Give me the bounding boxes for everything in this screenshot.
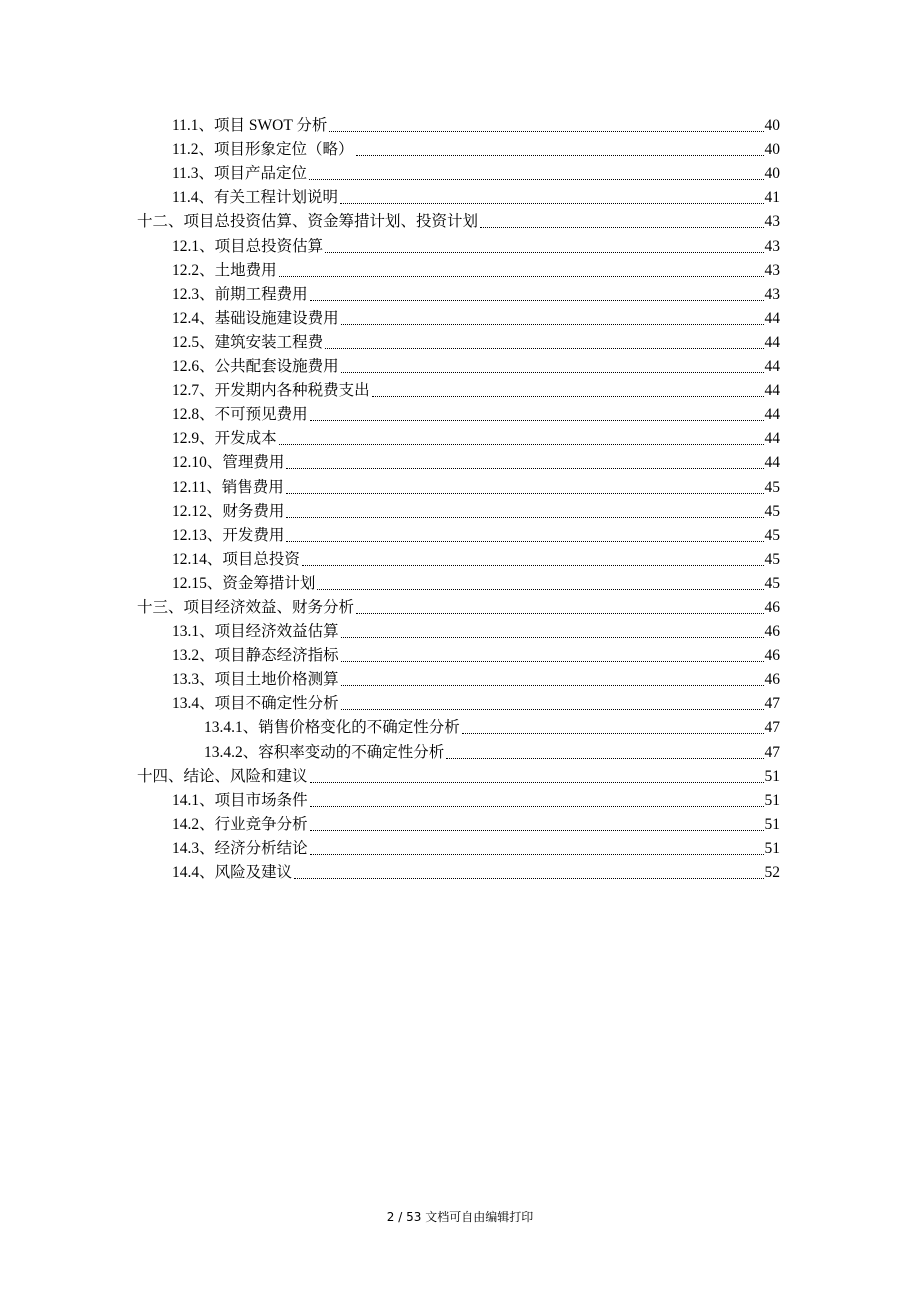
toc-entry-title: 13.4、项目不确定性分析 (172, 695, 339, 713)
toc-entry[interactable] (172, 642, 780, 666)
toc-entry-title: 12.10、管理费用 (172, 454, 285, 472)
toc-entry-page-number: 44 (764, 358, 780, 376)
toc-entry-page-number: 43 (764, 261, 780, 279)
toc-dot-leader (341, 324, 764, 325)
toc-dot-leader (286, 541, 763, 542)
toc-dot-leader (356, 155, 764, 156)
toc-entry[interactable] (172, 690, 780, 714)
toc-entry-title: 13.2、项目静态经济指标 (172, 647, 339, 665)
toc-entry-title: 14.4、风险及建议 (172, 864, 293, 881)
toc-entry[interactable] (172, 353, 780, 377)
toc-entry-title: 12.15、资金筹措计划 (172, 574, 316, 592)
toc-entry-title: 14.3、经济分析结论 (172, 839, 308, 857)
toc-entry-page-number: 51 (764, 839, 780, 857)
toc-entry-page-number: 40 (764, 141, 780, 159)
toc-entry[interactable] (172, 425, 780, 449)
toc-entry-title: 12.4、基础设施建设费用 (172, 309, 339, 327)
toc-dot-leader (279, 444, 764, 445)
toc-dot-leader (341, 637, 764, 638)
toc-entry[interactable] (172, 570, 780, 594)
toc-entry[interactable] (172, 666, 780, 690)
toc-dot-leader (310, 806, 764, 807)
toc-dot-leader (310, 782, 764, 783)
toc-entry-title: 14.2、行业竞争分析 (172, 815, 308, 833)
toc-entry[interactable] (172, 522, 780, 546)
toc-entry[interactable] (172, 232, 780, 256)
toc-entry-title: 11.3、项目产品定位 (172, 165, 308, 183)
toc-dot-leader (310, 300, 764, 301)
toc-entry-title: 12.5、建筑安装工程费 (172, 333, 324, 351)
toc-dot-leader (341, 685, 764, 686)
toc-entry-title: 12.13、开发费用 (172, 526, 285, 544)
toc-entry[interactable] (172, 112, 780, 136)
toc-entry-page-number: 52 (764, 864, 780, 881)
toc-entry-page-number: 46 (764, 647, 780, 665)
toc-dot-leader (302, 565, 764, 566)
toc-entry-title: 12.6、公共配套设施费用 (172, 358, 339, 376)
toc-entry-page-number: 40 (764, 165, 780, 183)
toc-entry-title: 十二、项目总投资估算、资金筹措计划、投资计划 (137, 213, 479, 231)
toc-entry-page-number: 45 (764, 574, 780, 592)
toc-dot-leader (341, 661, 764, 662)
toc-entry-page-number: 47 (764, 719, 780, 737)
toc-dot-leader (325, 252, 763, 253)
toc-dot-leader (309, 179, 763, 180)
toc-entry-title: 12.8、不可预见费用 (172, 406, 308, 424)
toc-entry-page-number: 44 (764, 406, 780, 424)
toc-entry-page-number: 44 (764, 454, 780, 472)
toc-entry-title: 14.1、项目市场条件 (172, 791, 308, 809)
toc-dot-leader (317, 589, 763, 590)
toc-entry-title: 12.1、项目总投资估算 (172, 237, 324, 255)
toc-entry[interactable] (137, 594, 780, 618)
toc-entry-title: 11.4、有关工程计划说明 (172, 189, 339, 207)
toc-entry-page-number: 51 (764, 791, 780, 809)
toc-entry[interactable] (172, 305, 780, 329)
toc-entry-title: 13.4.2、容积率变动的不确定性分析 (204, 743, 445, 761)
toc-entry-page-number: 44 (764, 382, 780, 400)
toc-dot-leader (462, 733, 764, 734)
toc-entry[interactable] (172, 449, 780, 473)
toc-dot-leader (325, 348, 763, 349)
toc-entry[interactable] (172, 184, 780, 208)
toc-entry[interactable] (172, 136, 780, 160)
toc-entry-title: 12.11、销售费用 (172, 478, 284, 496)
toc-dot-leader (286, 468, 763, 469)
toc-entry[interactable] (172, 546, 780, 570)
toc-entry-page-number: 51 (764, 815, 780, 833)
toc-dot-leader (310, 830, 764, 831)
toc-dot-leader (372, 396, 764, 397)
toc-entry[interactable] (204, 714, 780, 738)
toc-entry-page-number: 40 (764, 117, 780, 135)
toc-entry[interactable] (172, 377, 780, 401)
toc-entry-page-number: 43 (764, 285, 780, 303)
toc-entry-page-number: 51 (764, 767, 780, 785)
toc-entry-title: 11.2、项目形象定位（略） (172, 141, 354, 159)
toc-entry-page-number: 46 (764, 671, 780, 689)
toc-entry-title: 13.3、项目土地价格测算 (172, 671, 339, 689)
toc-entry[interactable] (172, 329, 780, 353)
toc-entry-title: 13.4.1、销售价格变化的不确定性分析 (204, 719, 460, 737)
toc-entry-title: 13.1、项目经济效益估算 (172, 623, 339, 641)
toc-dot-leader (279, 276, 764, 277)
toc-dot-leader (286, 493, 764, 494)
toc-dot-leader (356, 613, 763, 614)
toc-dot-leader (340, 203, 763, 204)
toc-entry-page-number: 43 (764, 213, 780, 231)
toc-entry-page-number: 45 (764, 502, 780, 520)
toc-entry-page-number: 45 (764, 526, 780, 544)
toc-entry-title: 12.9、开发成本 (172, 430, 277, 448)
toc-dot-leader (310, 420, 764, 421)
toc-entry-page-number: 47 (764, 743, 780, 761)
toc-entry[interactable] (172, 787, 780, 811)
toc-entry-page-number: 46 (764, 598, 780, 616)
toc-entry-page-number: 44 (764, 333, 780, 351)
toc-entry-title: 12.7、开发期内各种税费支出 (172, 382, 370, 400)
toc-entry-page-number: 47 (764, 695, 780, 713)
toc-entry[interactable] (204, 738, 780, 762)
page-footer: 2 / 53 文档可自由编辑打印 (386, 1210, 534, 1224)
toc-entry-page-number: 41 (764, 189, 780, 207)
toc-entry[interactable] (172, 160, 780, 184)
toc-entry[interactable] (172, 473, 780, 497)
toc-entry-title: 十三、项目经济效益、财务分析 (137, 598, 355, 616)
toc-entry-page-number: 45 (764, 550, 780, 568)
toc-entry[interactable] (137, 208, 780, 232)
toc-entry[interactable] (172, 498, 780, 522)
toc-entry-title: 11.1、项目 SWOT 分析 (172, 117, 328, 135)
toc-dot-leader (341, 372, 764, 373)
toc-dot-leader (286, 517, 763, 518)
toc-entry-title: 12.3、前期工程费用 (172, 285, 308, 303)
toc-entry-title: 12.12、财务费用 (172, 502, 285, 520)
toc-dot-leader (480, 227, 763, 228)
toc-dot-leader (341, 709, 764, 710)
toc-entry[interactable] (172, 281, 780, 305)
toc-entry-title: 12.2、土地费用 (172, 261, 277, 279)
toc-entry[interactable] (172, 401, 780, 425)
toc-entry-page-number: 46 (764, 623, 780, 641)
toc-dot-leader (329, 131, 763, 132)
toc-entry[interactable] (172, 811, 780, 835)
toc-entry[interactable] (172, 835, 780, 859)
toc-entry-page-number: 43 (764, 237, 780, 255)
toc-entry-page-number: 44 (764, 430, 780, 448)
toc-dot-leader (446, 758, 763, 759)
toc-entry[interactable] (172, 618, 780, 642)
toc-entry[interactable] (137, 763, 780, 787)
toc-entry[interactable] (172, 859, 780, 883)
toc-entry-page-number: 45 (764, 478, 780, 496)
toc-entry-title: 十四、结论、风险和建议 (137, 767, 308, 785)
toc-dot-leader (310, 854, 764, 855)
toc-entry[interactable] (172, 257, 780, 281)
table-of-contents (0, 112, 920, 883)
toc-dot-leader (294, 878, 763, 879)
toc-entry-page-number: 44 (764, 309, 780, 327)
toc-entry-title: 12.14、项目总投资 (172, 550, 300, 568)
